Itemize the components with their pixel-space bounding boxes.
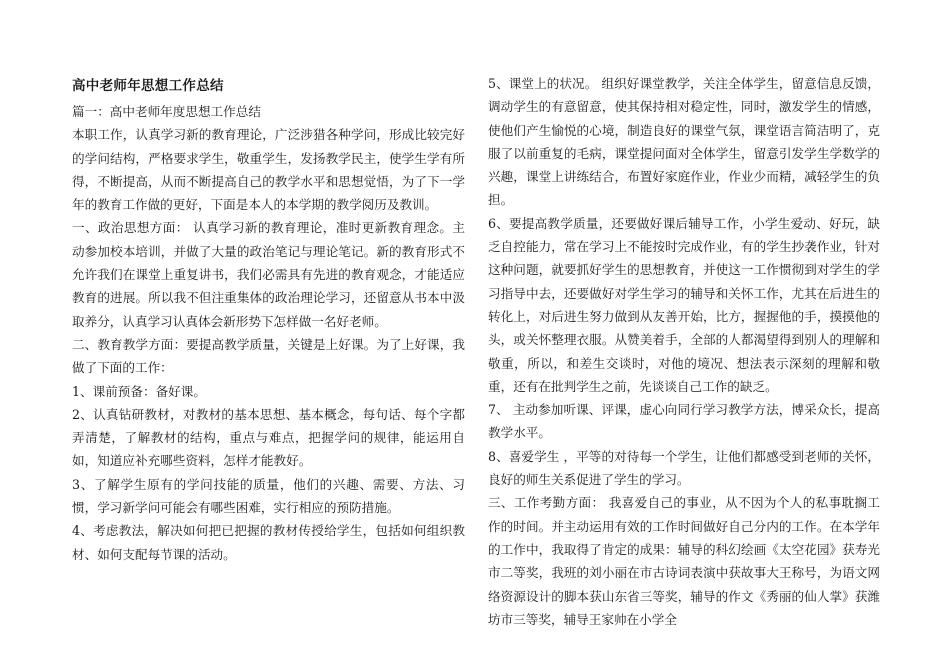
- paragraph-item-3: 3、了解学生原有的学问技能的质量，他们的兴趣、需要、方法、习惯，学习新学问可能会有哪些困难，实行相应的预防措施。: [72, 476, 465, 516]
- left-column: [72, 76, 465, 566]
- paragraph-item-8: 8、喜爱学生 ，平等的对待每一个学生，让他们都感受到老师的关怀，良好的师生关系促进了学生的学习。: [488, 448, 880, 488]
- paragraph-item-4: 4、考虑教法，解决如何把已把握的教材传授给学生，包括如何组织教材、如何支配每节课的活动。: [72, 523, 465, 562]
- paragraph-item-5: 5、课堂上的状况。 组织好课堂教学，关注全体学生，留意信息反馈，调动学生的有意留意，使其保持相对稳定性，同时，激发学生的情感，使他们产生愉悦的心境，制造良好的课堂气氛，课堂语言简洁明了，克服了以前重复的毛病，课堂提问面对全体学生，留意引发学生学数学的兴趣，课堂上讲练结合，布置好家庭作业，作业少而精，减轻学生的负担。: [488, 76, 880, 208]
- paragraph-teaching: 二、教育教学方面：要提高教学质量，关键是上好课。为了上好课，我做了下面的工作：: [72, 336, 465, 376]
- paragraph-intro: 本职工作，认真学习新的教育理论，广泛涉猎各种学问，形成比较完好的学问结构，严格要求学生，敬重学生，发扬教学民主，使学生学有所得，不断提高，从而不断提高自己的教学水平和思想觉悟，为了下一学年的教育工作做的更好，下面是本人的本学期的教学阅历及教训。: [72, 127, 465, 213]
- document-title: 高中老师年思想工作总结: [72, 78, 224, 94]
- paragraph-item-6: 6、要提高教学质量，还要做好课后辅导工作，小学生爱动、好玩，缺乏自控能力，常在学习上不能按时完成作业，有的学生抄袭作业，针对这种问题，就要抓好学生的思想教育，并使这一工作惯彻到对学生的学习指导中去，还要做好对学生学习的辅导和关怀工作，尤其在后进生的转化上，对后进生努力做到从友善开始，比方，握握他的手，摸摸他的头，或关怀整理衣服。从赞美着手，全部的人都渴望得到别人的理解和敬重，所以，和差生交谈时，对他的境况、想法表示深刻的理解和敬重，还有在批判学生之前，先谈谈自己工作的缺乏。: [488, 215, 880, 394]
- paragraph-item-2: 2、认真钻研教材，对教材的基本思想、基本概念，每句话、每个字都弄清楚，了解教材的结构，重点与难点，把握学问的规律，能运用自如，知道应补充哪些资料，怎样才能教好。: [72, 406, 465, 469]
- right-column: [488, 72, 880, 631]
- paragraph-item-1: 1、课前预备：备好课。: [72, 383, 206, 399]
- paragraph-subtitle: 篇一：高中老师年度思想工作总结: [72, 104, 261, 119]
- paragraph-item-7: 7、 主动参加听课、评课，虚心向同行学习教学方法，博采众长，提高教学水平。: [488, 402, 880, 441]
- paragraph-attendance: 三、工作考勤方面： 我喜爱自己的事业，从不因为个人的私事耽搁工作的时间。并主动运用有效的工作时间做好自己分内的工作。在本学年的工作中，我取得了肯定的成果：辅导的科幻绘画《太空花园》获寿光市二等奖，我班的刘小丽在市古诗词表演中获故事大王称号，为语文网络资源设计的脚本获山东省三等奖，辅导的作文《秀丽的仙人掌》获潍坊市三等奖，辅导王家帅在小学全: [488, 495, 880, 627]
- paragraph-politics: 一、政治思想方面： 认真学习新的教育理论，准时更新教育理念。主动参加校本培训，并做了大量的政治笔记与理论笔记。新的教育形式不允许我们在课堂上重复讲书，我们必需具有先进的教育观念，才能适应教育的进展。所以我不但注重集体的政治理论学习，还留意从书本中汲取养分，认真学习认真体会新形势下怎样做一名好老师。: [72, 220, 465, 329]
